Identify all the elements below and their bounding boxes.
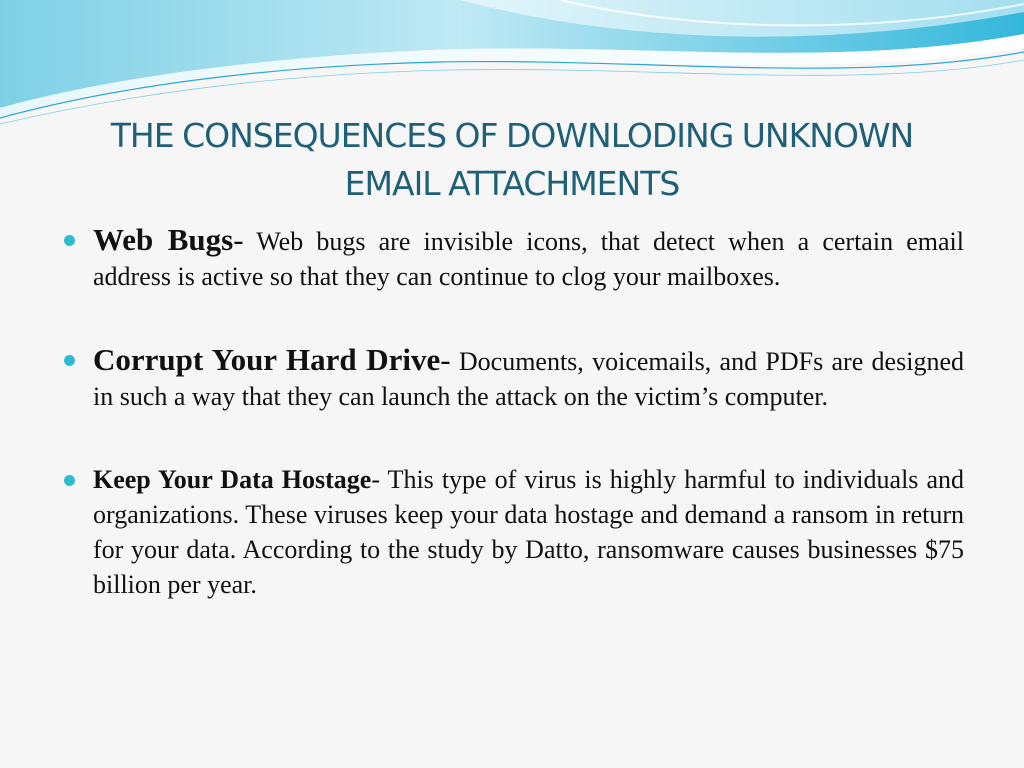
bullet-separator: - xyxy=(440,342,451,377)
bullet-dot-icon xyxy=(64,475,75,486)
bullet-item-data-hostage xyxy=(64,462,964,602)
bullet-term: Corrupt Your Hard Drive xyxy=(93,342,441,377)
header-wave-decoration xyxy=(0,0,1024,130)
bullet-item-corrupt-hard-drive xyxy=(64,342,964,414)
bullet-list xyxy=(64,222,964,602)
bullet-text: Web bugs are invisible icons, that detect when a certain email address is active so that they can continue to clog your mailboxes. xyxy=(93,227,964,291)
bullet-item-web-bugs xyxy=(64,222,964,294)
bullet-term: Keep Your Data Hostage xyxy=(93,465,372,494)
bullet-text: Documents, voicemails, and PDFs are designed in such a way that they can launch the attack on the victim’s computer. xyxy=(93,347,964,411)
bullet-dot-icon xyxy=(64,355,75,366)
bullet-term: Web Bugs xyxy=(93,222,234,257)
bullet-separator: - xyxy=(233,222,244,257)
bullet-separator: - xyxy=(371,465,380,494)
slide-title: THE CONSEQUENCES OF DOWNLODING UNKNOWN EMAIL ATTACHMENTS xyxy=(110,116,914,203)
bullet-text: This type of virus is highly harmful to individuals and organizations. These viruses keep your data hostage and demand a ransom in return for your data. According to the study by Datto, ransomware causes businesses $75 billion per year. xyxy=(93,465,964,599)
bullet-dot-icon xyxy=(64,235,75,246)
